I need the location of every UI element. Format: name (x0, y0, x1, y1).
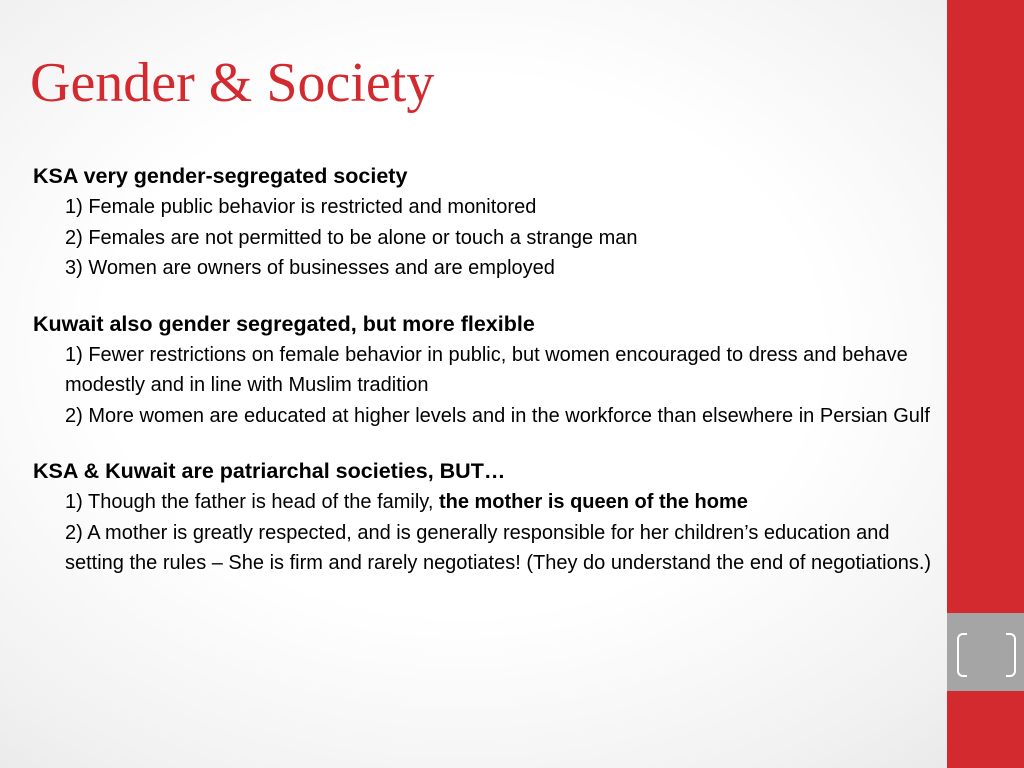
bullet-point: 2) Females are not permitted to be alone or touch a strange man (65, 226, 638, 249)
point-emphasis: the mother is queen of the home (438, 491, 748, 513)
slide-content (33, 161, 938, 604)
bullet-point: 3) Women are owners of businesses and are employed (65, 257, 555, 279)
section-heading: KSA & Kuwait are patriarchal societies, BUT… (33, 459, 506, 483)
section-ksa (33, 161, 938, 284)
bullet-point: 1) Female public behavior is restricted and monitored (65, 196, 537, 218)
bullet-point (33, 487, 938, 518)
slide-title: Gender & Society (30, 52, 435, 114)
right-bracket-icon (1006, 633, 1016, 677)
bullet-point: 2) A mother is greatly respected, and is generally responsible for her children’s education and setting the rules – She is firm and rarely negotiates! (They do understand the end of negotiations.) (65, 521, 932, 574)
section-heading: KSA very gender-segregated society (33, 164, 408, 188)
left-bracket-icon (957, 633, 967, 677)
section-kuwait (33, 309, 938, 432)
slide-number-box (947, 613, 1024, 691)
point-text: 1) Though the father is head of the family, (65, 491, 439, 513)
bullet-point: 1) Fewer restrictions on female behavior in public, but women encouraged to dress and behave modestly and in line with Muslim tradition (65, 343, 908, 396)
bullet-point: 2) More women are educated at higher levels and in the workforce than elsewhere in Persian Gulf (65, 404, 930, 427)
section-heading: Kuwait also gender segregated, but more flexible (33, 311, 535, 336)
section-patriarchal (33, 456, 938, 579)
